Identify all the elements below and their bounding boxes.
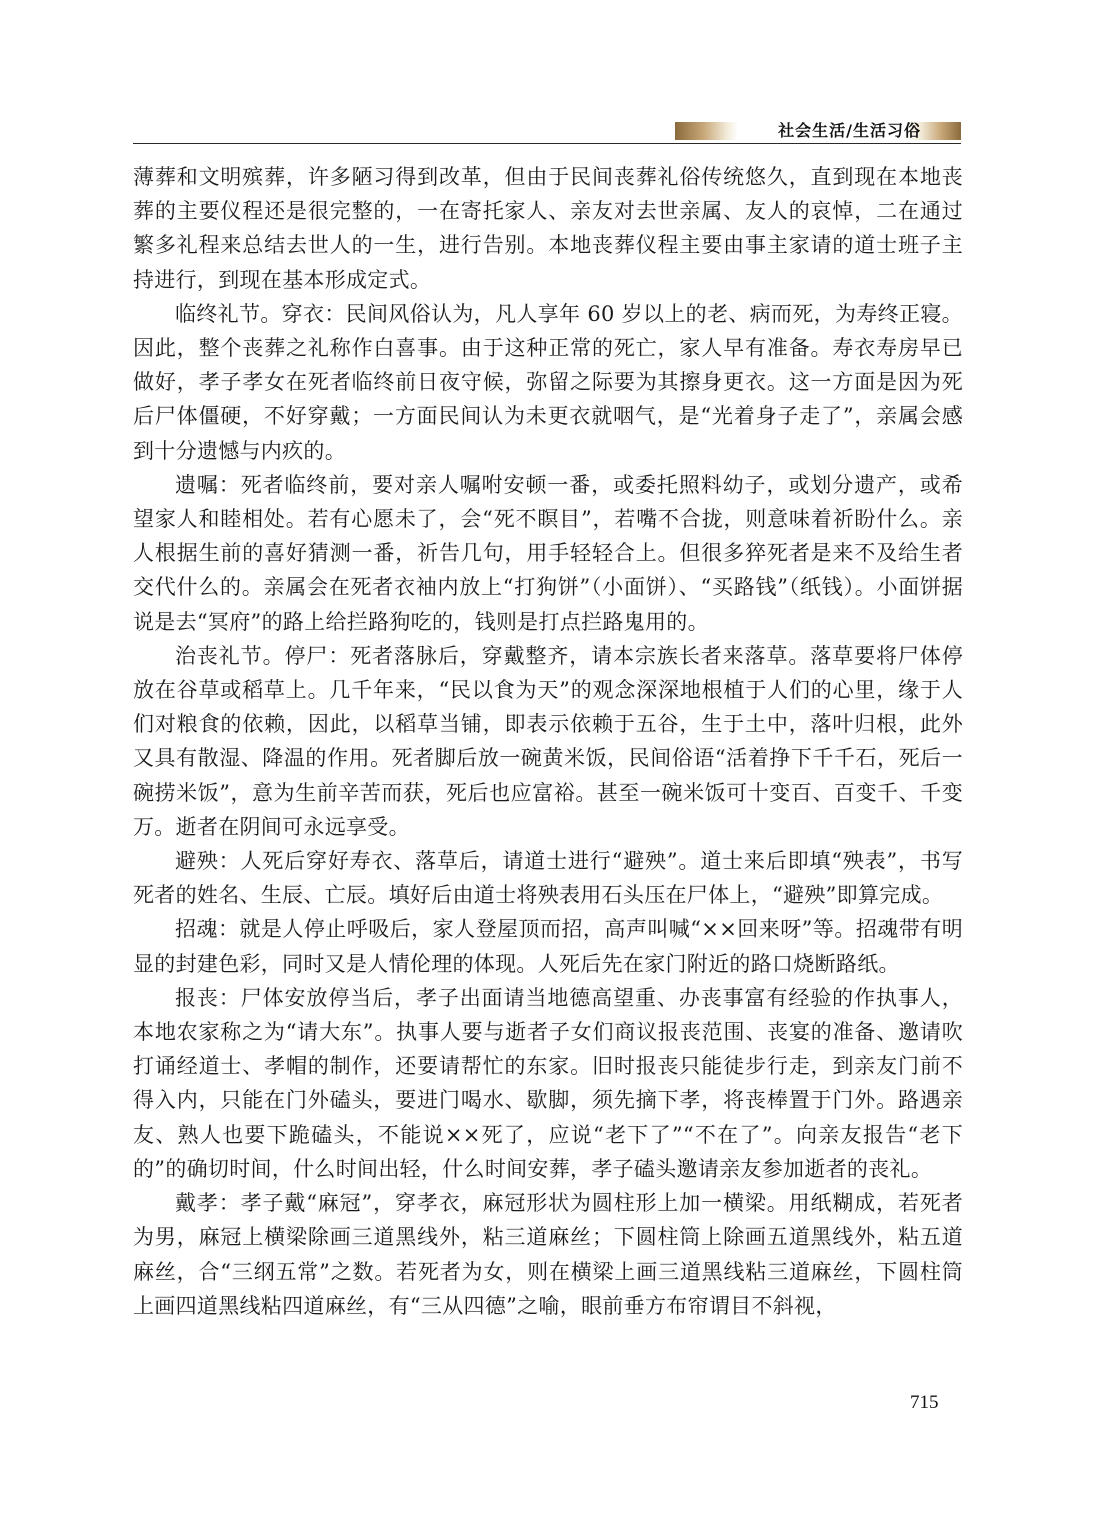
paragraph: 遗嘱：死者临终前，要对亲人嘱咐安顿一番，或委托照料幼子，或划分遗产，或希望家人和睦相处。若有心愿未了，会“死不瞑目”，若嘴不合拢，则意味着祈盼什么。亲人根据生前的喜好猜测一番，祈告几句，用手轻轻合上。但很多猝死者是来不及给生者交代什么的。亲属会在死者衣袖内放上“打狗饼”（小面饼）、“买路钱”（纸钱）。小面饼据说是去“冥府”的路上给拦路狗吃的，钱则是打点拦路鬼用的。 bbox=[133, 472, 963, 634]
section-title: 社会生活/生活习俗 bbox=[778, 121, 921, 140]
paragraph: 避殃：人死后穿好寿衣、落草后，请道士进行“避殃”。道士来后即填“殃表”，书写死者的姓名、生辰、亡辰。填好后由道士将殃表用石头压在尸体上，“避殃”即算完成。 bbox=[133, 849, 963, 908]
paragraph: 戴孝：孝子戴“麻冠”，穿孝衣，麻冠形状为圆柱形上加一横梁。用纸糊成，若死者为男，麻冠上横梁除画三道黑线外，粘三道麻丝；下圆柱筒上除画五道黑线外，粘五道麻丝，合“三纲五常”之数。若死者为女，则在横梁上画三道黑线粘三道麻丝，下圆柱筒上画四道黑线粘四道麻丝，有“三从四德”之喻，眼前垂方布帘谓目不斜视， bbox=[133, 1191, 963, 1318]
running-header bbox=[133, 118, 961, 144]
paragraph: 招魂：就是人停止呼吸后，家人登屋顶而招，高声叫喊“××回来呀”等。招魂带有明显的封建色彩，同时又是人情伦理的体现。人死后先在家门附近的路口烧断路纸。 bbox=[133, 917, 963, 976]
page-body bbox=[133, 160, 963, 1323]
paragraph: 报丧：尸体安放停当后，孝子出面请当地德高望重、办丧事富有经验的作执事人，本地农家称之为“请大东”。执事人要与逝者子女们商议报丧范围、丧宴的准备、邀请吹打诵经道士、孝帽的制作，还要请帮忙的东家。旧时报丧只能徒步行走，到亲友门前不得入内，只能在门外磕头，要进门喝水、歇脚，须先摘下孝，将丧棒置于门外。路遇亲友、熟人也要下跪磕头，不能说××死了，应说“老下了”“不在了”。向亲友报告“老下的”的确切时间，什么时间出轻，什么时间安葬，孝子磕头邀请亲友参加逝者的丧礼。 bbox=[133, 985, 963, 1181]
paragraph-continued: 薄葬和文明殡葬，许多陋习得到改革，但由于民间丧葬礼俗传统悠久，直到现在本地丧葬的主要仪程还是很完整的，一在寄托家人、亲友对去世亲属、友人的哀悼，二在通过繁多礼程来总结去世人的一生，进行告别。本地丧葬仪程主要由事主家请的道士班子主持进行，到现在基本形成定式。 bbox=[133, 165, 963, 292]
header-rule bbox=[133, 143, 961, 144]
paragraph: 治丧礼节。停尸：死者落脉后，穿戴整齐，请本宗族长者来落草。落草要将尸体停放在谷草或稻草上。几千年来，“民以食为天”的观念深深地根植于人们的心里，缘于人们对粮食的依赖，因此，以稻草当铺，即表示依赖于五谷，生于土中，落叶归根，此外又具有散湿、降温的作用。死者脚后放一碗黄米饭，民间俗语“活着挣下千千石，死后一碗捞米饭”，意为生前辛苦而获，死后也应富裕。甚至一碗米饭可十变百、百变千、千变万。逝者在阴间可永远享受。 bbox=[133, 643, 963, 839]
paragraph: 临终礼节。穿衣：民间风俗认为，凡人享年 60 岁以上的老、病而死，为寿终正寝。因此，整个丧葬之礼称作白喜事。由于这种正常的死亡，家人早有准备。寿衣寿房早已做好，孝子孝女在死者临终前日夜守候，弥留之际要为其擦身更衣。这一方面是因为死后尸体僵硬，不好穿戴；一方面民间认为未更衣就咽气，是“光着身子走了”，亲属会感到十分遗憾与内疚的。 bbox=[133, 301, 963, 463]
page-number: 715 bbox=[910, 1392, 939, 1413]
